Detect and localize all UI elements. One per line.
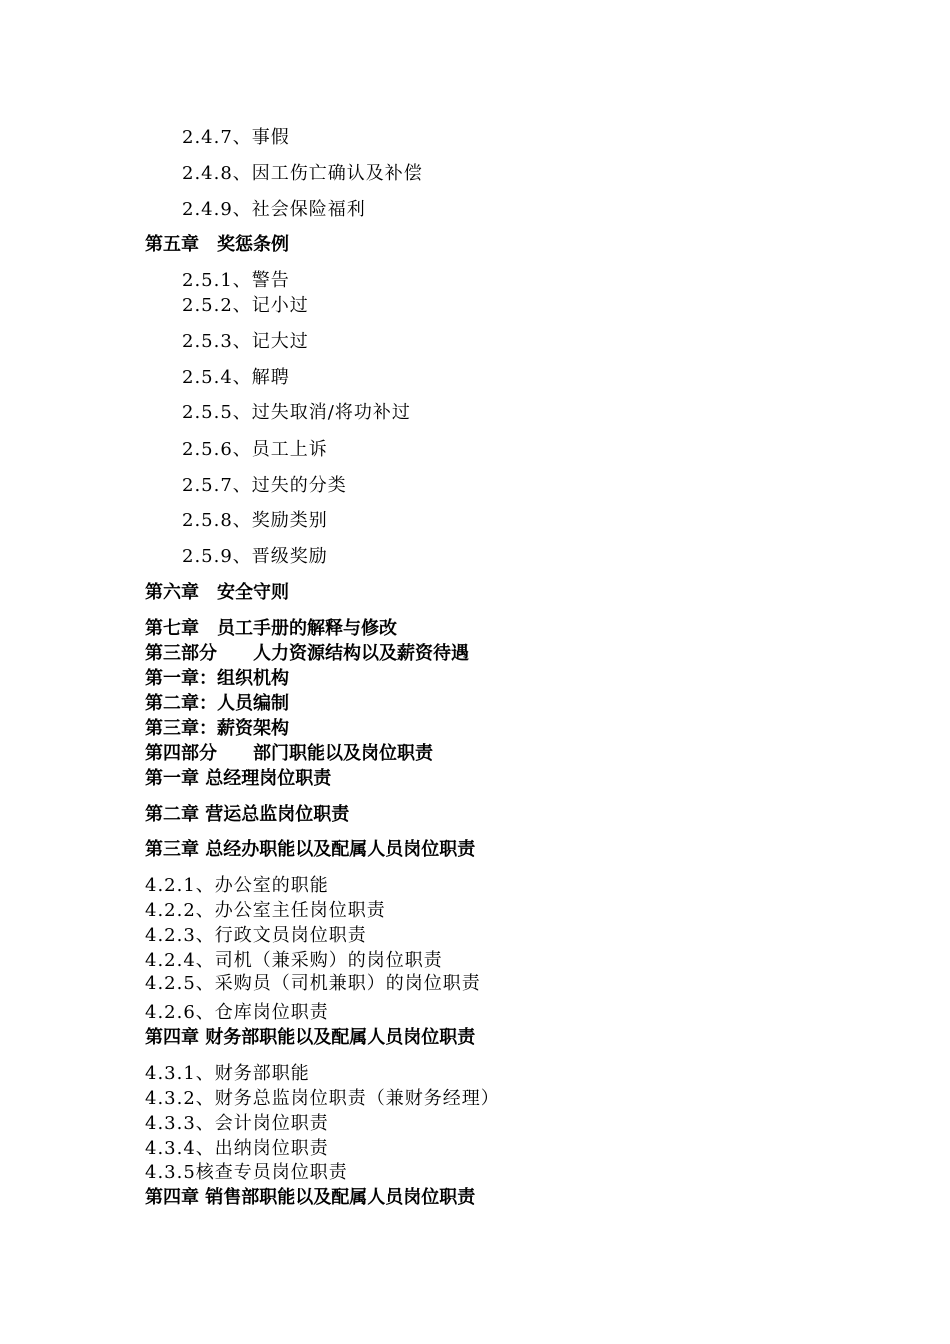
chapter-heading: 第二章：人员编制 — [145, 693, 289, 714]
chapter-heading: 第四章 销售部职能以及配属人员岗位职责 — [145, 1187, 476, 1208]
chapter-heading: 第二章 营运总监岗位职责 — [145, 804, 350, 825]
toc-item: 2.5.9、晋级奖励 — [182, 546, 328, 567]
toc-item: 2.5.5、过失取消/将功补过 — [182, 402, 411, 423]
toc-item: 4.2.3、行政文员岗位职责 — [145, 925, 367, 946]
toc-item: 2.5.1、警告 — [182, 270, 290, 291]
part-heading: 第四部分 部门职能以及岗位职责 — [145, 743, 433, 764]
chapter-heading: 第六章 安全守则 — [145, 582, 289, 603]
toc-item: 2.5.7、过失的分类 — [182, 475, 347, 496]
toc-item: 2.5.3、记大过 — [182, 331, 309, 352]
chapter-heading: 第七章 员工手册的解释与修改 — [145, 618, 397, 639]
toc-item: 4.2.5、采购员（司机兼职）的岗位职责 — [145, 973, 481, 994]
toc-item: 4.2.6、仓库岗位职责 — [145, 1002, 329, 1023]
toc-item: 4.3.2、财务总监岗位职责（兼财务经理） — [145, 1088, 500, 1109]
toc-item: 4.2.4、司机（兼采购）的岗位职责 — [145, 950, 443, 971]
chapter-heading: 第一章 总经理岗位职责 — [145, 768, 332, 789]
chapter-heading: 第五章 奖惩条例 — [145, 234, 289, 255]
chapter-heading: 第一章：组织机构 — [145, 668, 289, 689]
toc-item: 2.4.9、社会保险福利 — [182, 199, 366, 220]
toc-item: 2.4.7、事假 — [182, 127, 290, 148]
part-heading: 第三部分 人力资源结构以及薪资待遇 — [145, 643, 469, 664]
chapter-heading: 第三章 总经办职能以及配属人员岗位职责 — [145, 839, 476, 860]
toc-item: 4.2.2、办公室主任岗位职责 — [145, 900, 386, 921]
toc-item: 4.3.3、会计岗位职责 — [145, 1113, 329, 1134]
toc-item: 2.5.8、奖励类别 — [182, 510, 328, 531]
toc-item: 4.2.1、办公室的职能 — [145, 875, 329, 896]
toc-item: 2.4.8、因工伤亡确认及补偿 — [182, 163, 423, 184]
toc-item: 4.3.1、财务部职能 — [145, 1063, 310, 1084]
chapter-heading: 第三章：薪资架构 — [145, 718, 289, 739]
chapter-heading: 第四章 财务部职能以及配属人员岗位职责 — [145, 1027, 476, 1048]
toc-item: 2.5.4、解聘 — [182, 367, 290, 388]
toc-item: 2.5.2、记小过 — [182, 295, 309, 316]
toc-item: 4.3.4、出纳岗位职责 — [145, 1138, 329, 1159]
toc-item: 2.5.6、员工上诉 — [182, 439, 328, 460]
toc-item: 4.3.5核查专员岗位职责 — [145, 1162, 348, 1183]
